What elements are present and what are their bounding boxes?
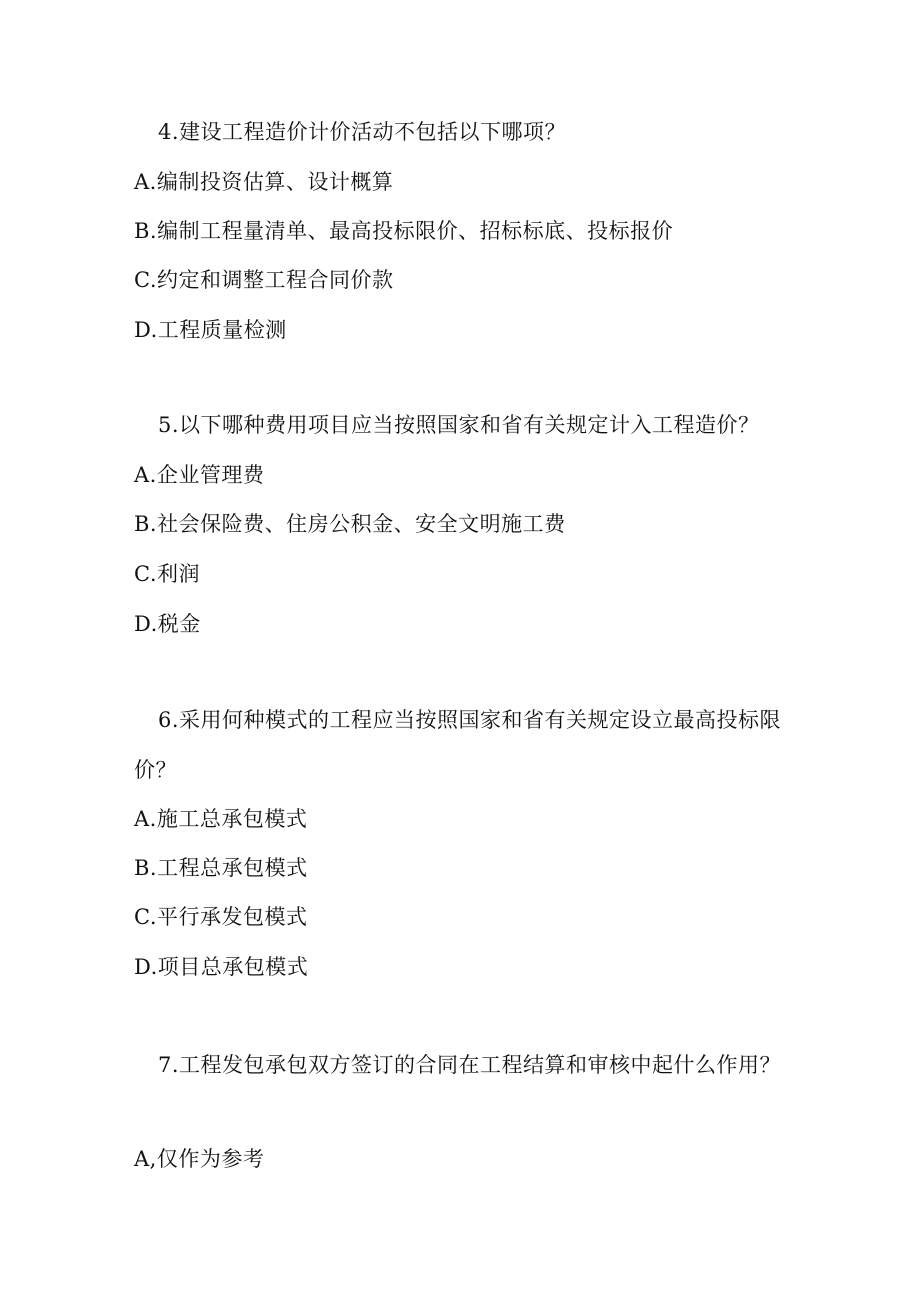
question-6-option-a: A.施工总承包模式: [134, 807, 308, 831]
question-5-option-b: B.社会保险费、住房公积金、安全文明施工费: [134, 512, 566, 536]
question-5-title: 5.以下哪种费用项目应当按照国家和省有关规定计入工程造价？: [158, 413, 760, 437]
question-5-option-c: C.利润: [134, 562, 200, 586]
question-4-option-b: B.编制工程量清单、最高投标限价、招标标底、投标报价: [134, 219, 674, 243]
question-7-option-a: A,仅作为参考: [134, 1147, 265, 1171]
question-4-title: 4.建设工程造价计价活动不包括以下哪项？: [158, 120, 567, 144]
question-6-title-continued: 价？: [134, 758, 177, 782]
question-5-option-d: D.税金: [134, 612, 201, 636]
question-4-option-c: C.约定和调整工程合同价款: [134, 268, 394, 292]
question-6-option-d: D.项目总承包模式: [134, 955, 309, 979]
question-6-title: 6.采用何种模式的工程应当按照国家和省有关规定设立最高投标限: [158, 708, 782, 732]
question-4-option-a: A.编制投资估算、设计概算: [134, 170, 394, 194]
question-6-option-b: B.工程总承包模式: [134, 856, 308, 880]
question-4-option-d: D.工程质量检测: [134, 318, 287, 342]
question-5-option-a: A.企业管理费: [134, 463, 265, 487]
question-6-option-c: C.平行承发包模式: [134, 905, 308, 929]
question-7-title: 7.工程发包承包双方签订的合同在工程结算和审核中起什么作用？: [158, 1053, 782, 1077]
